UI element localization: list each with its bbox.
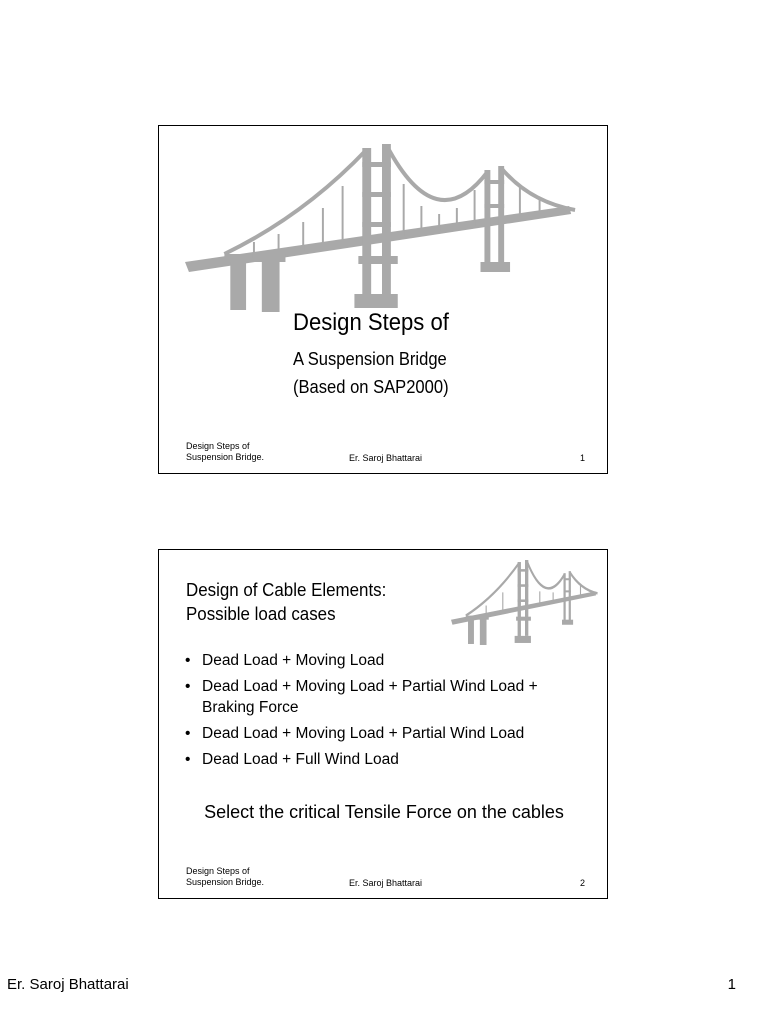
load-case-text: Dead Load + Moving Load + Partial Wind Load + Braking Force <box>202 678 538 716</box>
slide-conclusion: Select the critical Tensile Force on the cables <box>204 802 564 822</box>
list-item <box>185 676 545 718</box>
slide-footer-topic <box>186 441 264 463</box>
slide-number: 2 <box>579 878 585 888</box>
bullet-icon: • <box>185 652 191 669</box>
slide-subtitle-line-2: (Based on SAP2000) <box>293 377 449 397</box>
slide-footer-author: Er. Saroj Bhattarai <box>349 453 423 463</box>
slide-footer <box>186 866 585 890</box>
suspension-bridge-image <box>451 560 599 646</box>
suspension-bridge-image <box>185 144 579 314</box>
load-case-text: Dead Load + Moving Load + Partial Wind Load <box>202 725 525 742</box>
list-item <box>185 650 545 671</box>
slide-title: Design Steps of <box>293 309 449 336</box>
slide-footer-topic <box>186 866 264 888</box>
slide-heading <box>186 578 386 626</box>
slide-heading-line-1: Design of Cable Elements: <box>186 580 387 600</box>
page-number: 1 <box>727 976 736 993</box>
slide-heading-line-2: Possible load cases <box>186 604 336 624</box>
load-case-text: Dead Load + Moving Load <box>202 652 385 669</box>
slide-2 <box>158 549 608 899</box>
slide-footer-author: Er. Saroj Bhattarai <box>349 878 423 888</box>
slide-footer <box>186 441 585 465</box>
slide-number: 1 <box>579 453 585 463</box>
list-item <box>185 723 545 744</box>
bullet-icon: • <box>185 751 191 768</box>
bullet-icon: • <box>185 725 191 742</box>
bullet-icon: • <box>185 678 191 695</box>
footer-topic-line-2: Suspension Bridge. <box>186 877 265 887</box>
slide-1 <box>158 125 608 474</box>
footer-topic-line-1: Design Steps of <box>186 866 250 876</box>
load-case-text: Dead Load + Full Wind Load <box>202 751 399 768</box>
slide-subtitle-line-1: A Suspension Bridge <box>293 349 447 369</box>
footer-topic-line-2: Suspension Bridge. <box>186 452 265 462</box>
page-footer-author: Er. Saroj Bhattarai <box>7 976 129 993</box>
load-case-list <box>185 650 545 775</box>
footer-topic-line-1: Design Steps of <box>186 441 250 451</box>
list-item <box>185 749 545 770</box>
